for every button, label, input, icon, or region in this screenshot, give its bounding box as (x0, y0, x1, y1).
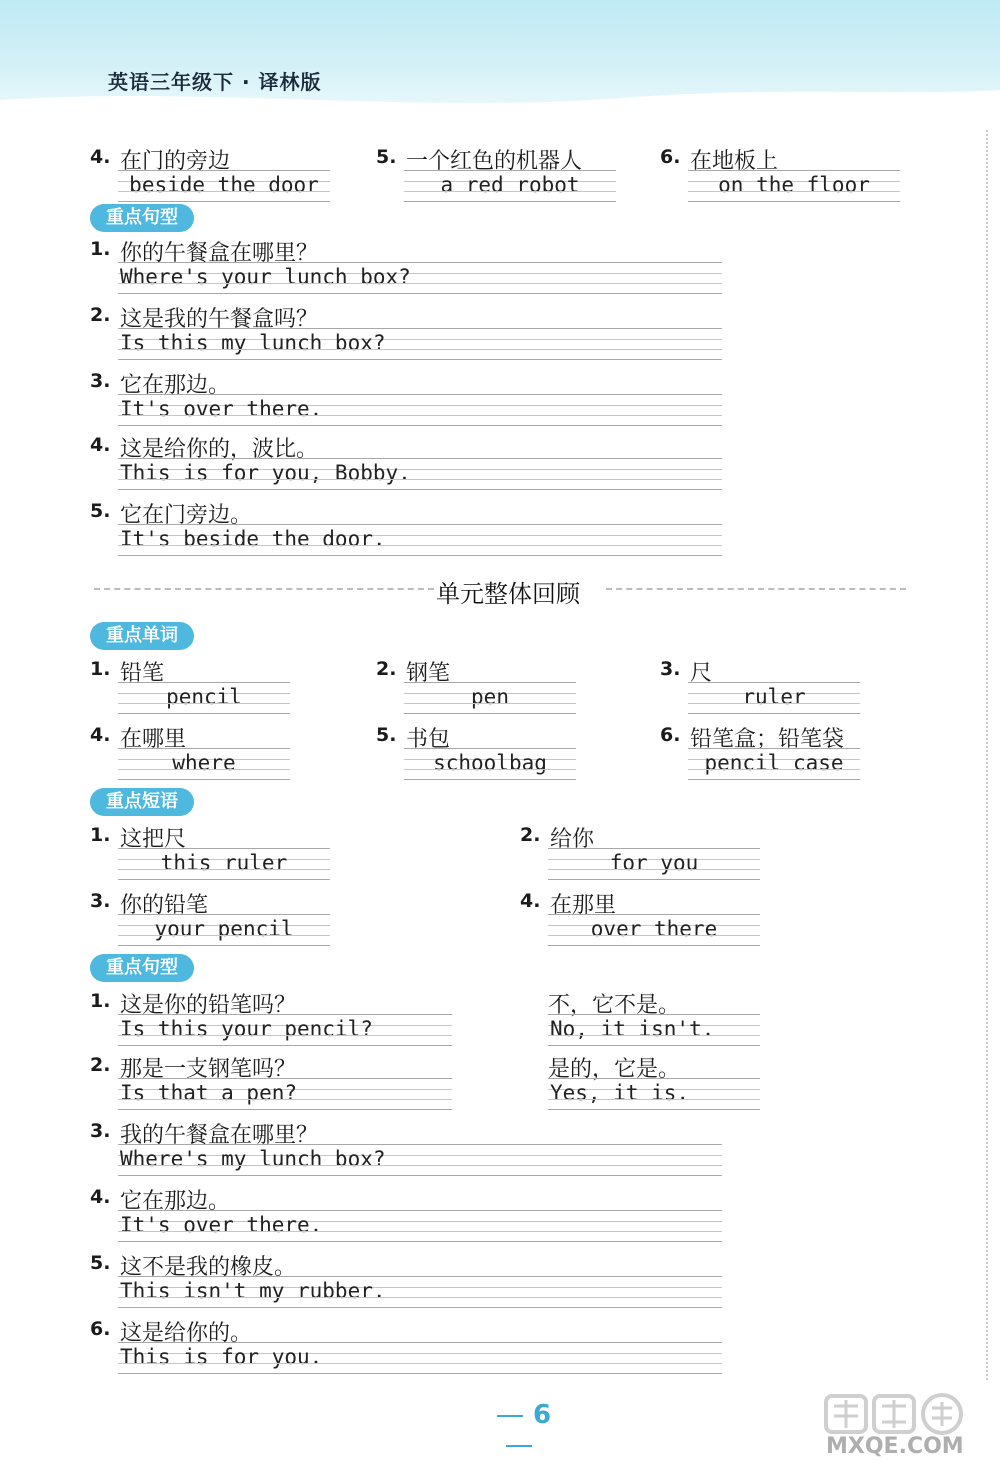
answer-text: your pencil (154, 917, 294, 941)
answer-text: Where's my lunch box? (120, 1147, 386, 1171)
watermark-text: MXQE.COM (826, 1434, 964, 1459)
writing-lines (548, 1078, 760, 1110)
answer-text: Is this your pencil? (120, 1017, 373, 1041)
writing-lines (118, 1210, 722, 1242)
writing-lines (118, 524, 722, 556)
answer-text: Is this my lunch box? (120, 331, 386, 355)
writing-lines (118, 1014, 452, 1046)
answer-text: a red robot (440, 173, 580, 197)
writing-lines (118, 1342, 722, 1374)
answer-text: schoolbag (433, 751, 547, 775)
answer-text: Where's your lunch box? (120, 265, 411, 289)
section-title: 单元整体回顾 (436, 580, 580, 608)
writing-lines (118, 1276, 722, 1308)
answer-text: It's over there. (120, 1213, 323, 1237)
answer-text: this ruler (160, 851, 288, 875)
section-badge-sentences: 重点句型 (90, 204, 194, 232)
page-number-dash-right (506, 1445, 532, 1447)
answer-text: beside the door (129, 173, 319, 197)
section-badge-phrases: 重点短语 (90, 788, 194, 816)
section-badge-words: 重点单词 (90, 622, 194, 650)
answer-text: pen (471, 685, 509, 709)
page-number-dash-left (497, 1415, 523, 1417)
writing-lines (118, 1078, 452, 1110)
answer-text: It's over there. (120, 397, 323, 421)
margin-dots-decoration (986, 130, 994, 1380)
answer-text: ruler (742, 685, 806, 709)
writing-lines (548, 914, 760, 946)
writing-lines (118, 848, 330, 880)
answer-text: It's beside the door. (120, 527, 386, 551)
answer-text: pencil (166, 685, 242, 709)
answer-text: where (172, 751, 236, 775)
writing-lines (118, 262, 722, 294)
section-badge-sentences: 重点句型 (90, 954, 194, 982)
writing-lines (688, 170, 900, 202)
writing-lines (118, 682, 290, 714)
writing-lines (118, 914, 330, 946)
page-header (0, 0, 1000, 118)
answer-text: No, it isn't. (550, 1017, 715, 1041)
writing-lines (404, 170, 616, 202)
answer-text: on the floor (718, 173, 870, 197)
section-divider-right (606, 588, 906, 590)
answer-text: This isn't my rubber. (120, 1279, 386, 1303)
answer-text: for you (609, 851, 699, 875)
writing-lines (548, 848, 760, 880)
writing-lines (688, 682, 860, 714)
writing-lines (118, 170, 330, 202)
answer-text: over there (590, 917, 718, 941)
page-number: 6 (464, 1400, 574, 1460)
section-divider-left (94, 588, 434, 590)
writing-lines (118, 458, 722, 490)
writing-lines (404, 682, 576, 714)
writing-lines (118, 394, 722, 426)
writing-lines (688, 748, 860, 780)
writing-lines (118, 1144, 722, 1176)
writing-lines (118, 328, 722, 360)
answer-text: pencil case (704, 751, 844, 775)
book-title: 英语三年级下 · 译林版 (108, 70, 322, 94)
answer-text: Is that a pen? (120, 1081, 298, 1105)
answer-text: This is for you, Bobby. (120, 461, 411, 485)
writing-lines (404, 748, 576, 780)
writing-lines (118, 748, 290, 780)
answer-text: Yes, it is. (550, 1081, 690, 1105)
answer-text: This is for you. (120, 1345, 323, 1369)
writing-lines (548, 1014, 760, 1046)
